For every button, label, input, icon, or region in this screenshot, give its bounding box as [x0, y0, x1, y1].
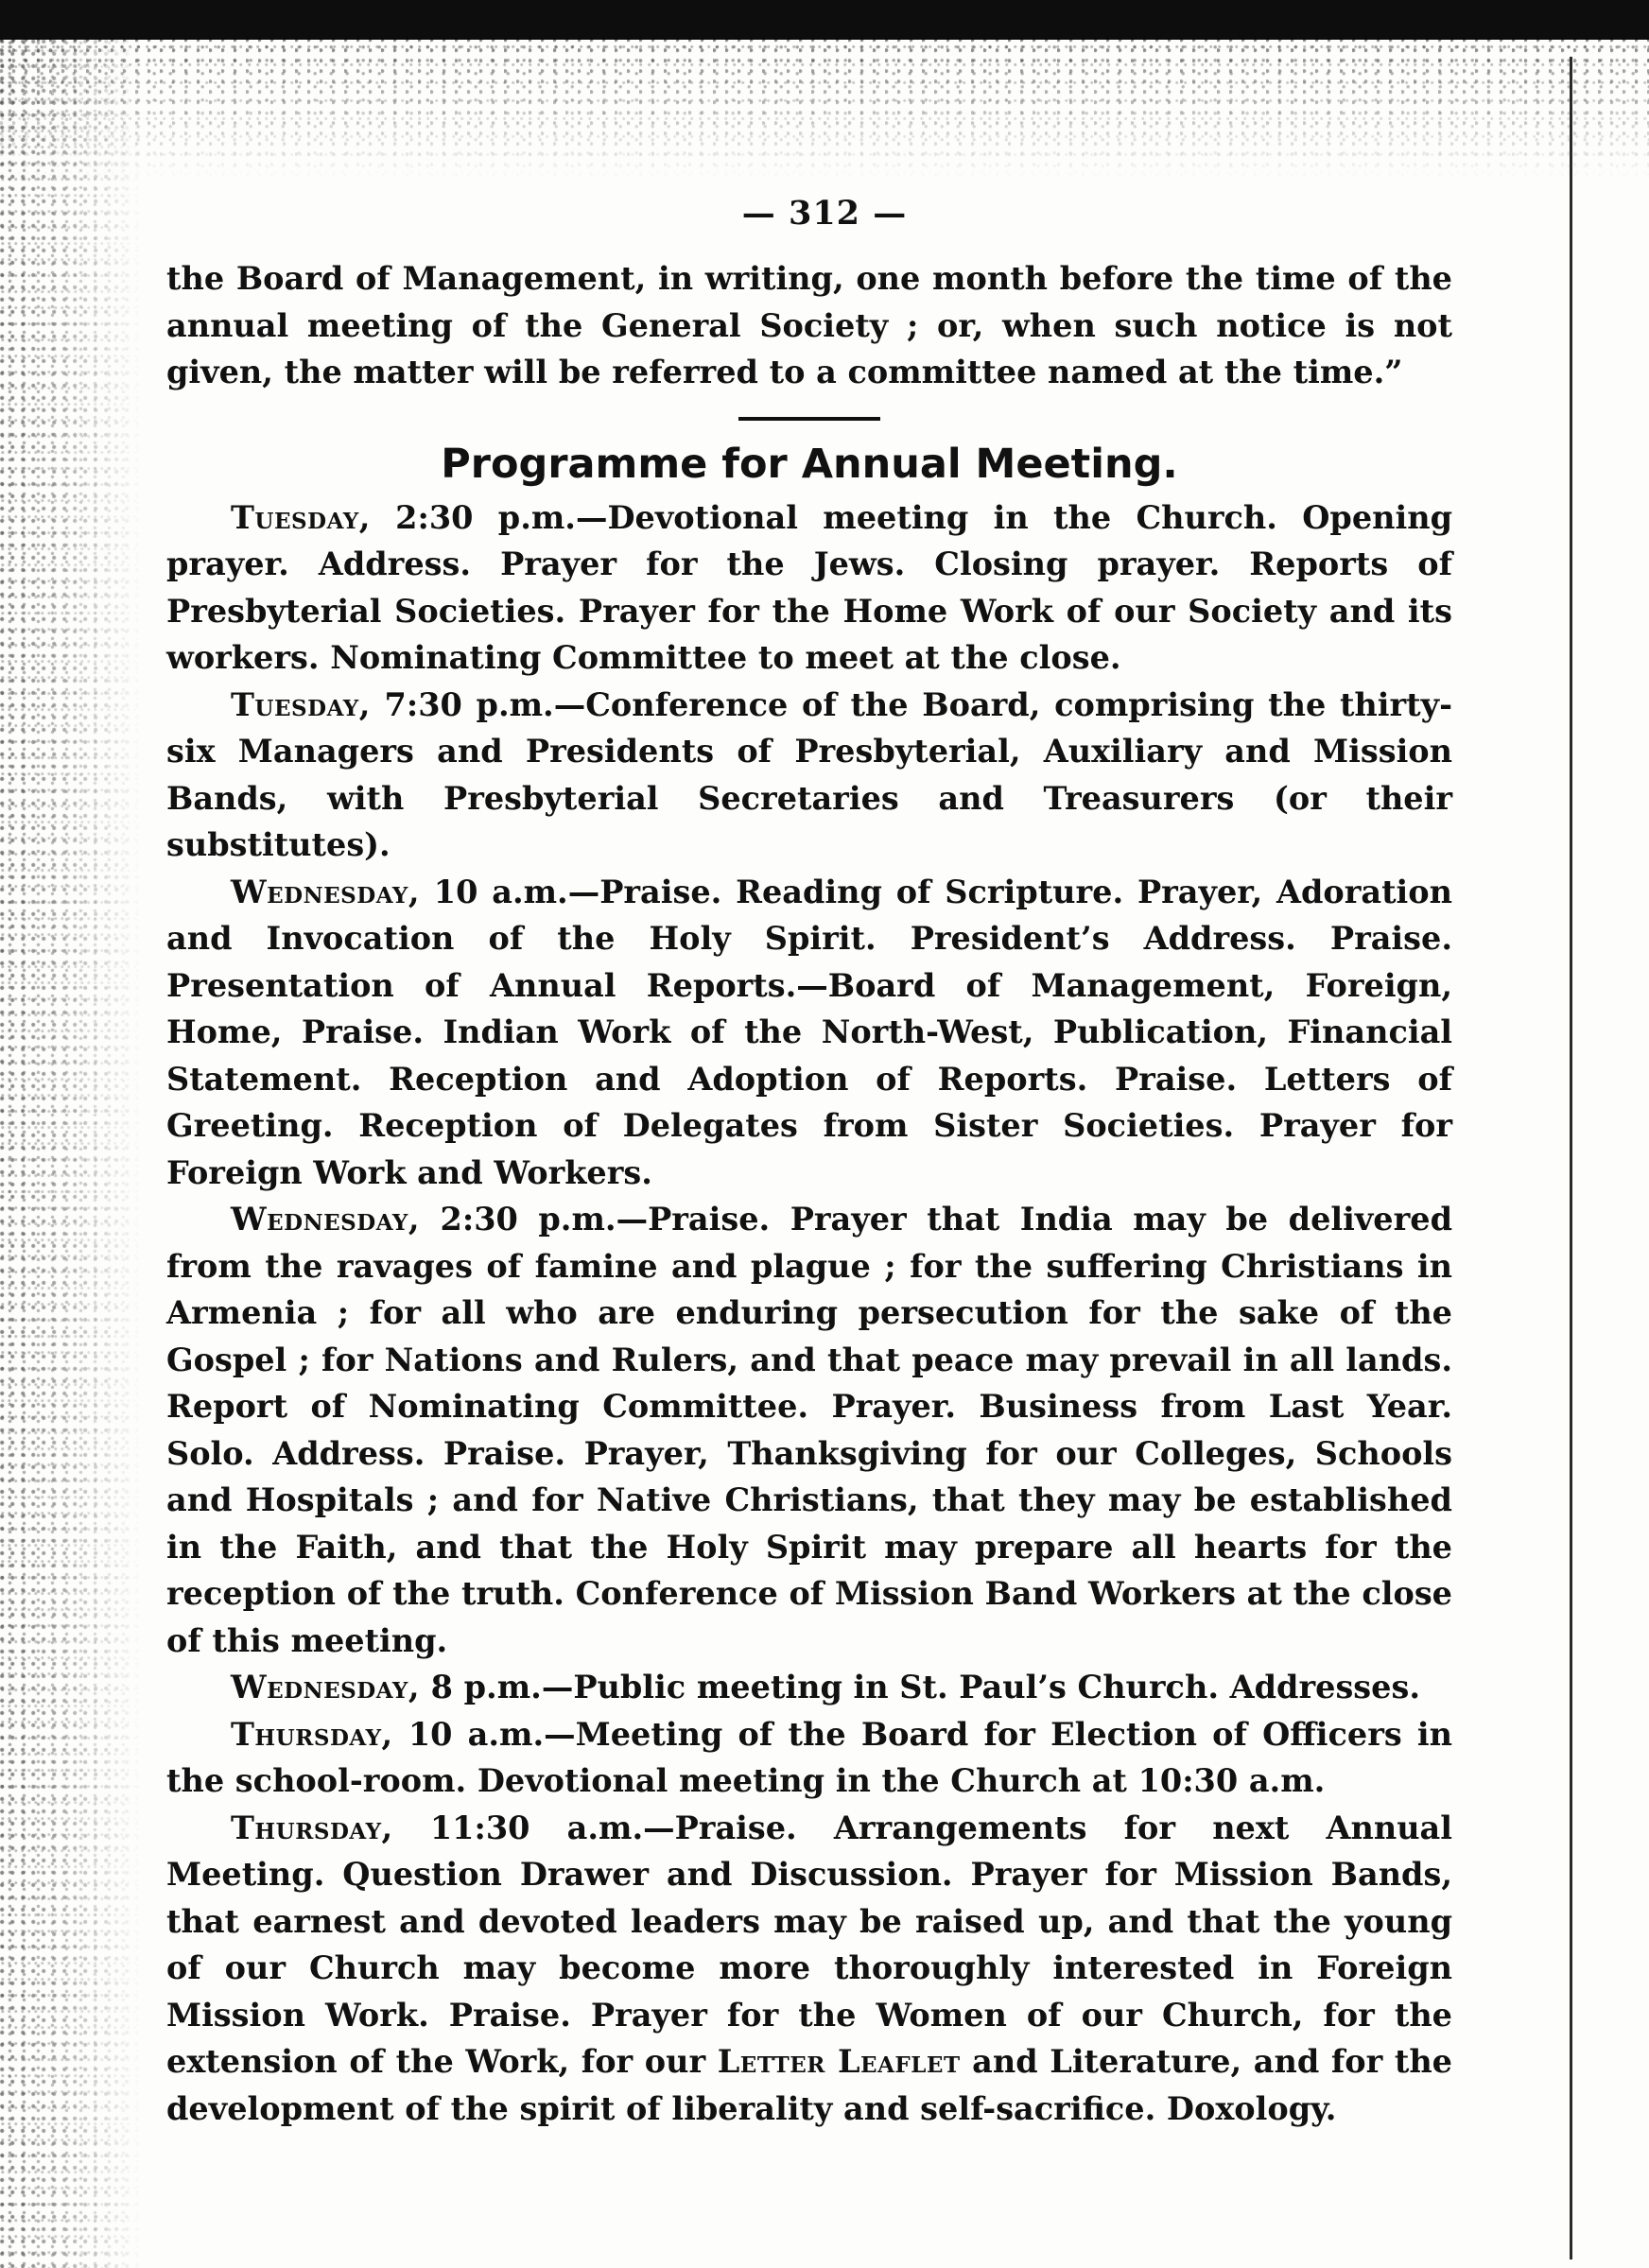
programme-entry — [166, 1805, 1452, 2133]
scan-right-edge — [1570, 57, 1572, 2259]
section-title: Programme for Annual Meeting. — [441, 440, 1178, 488]
entry-day: Wednesday, — [231, 1201, 420, 1238]
entry-day: Thursday, — [231, 1809, 393, 1846]
entry-text: 2:30 p.m.—Praise. Prayer that India may be delivered from the ravages of famine and plague ; for the suffering Christians in Armenia ; for all who are enduring persecution for the sake of the Gospel ; for Nations and Rulers, and that peace may prevail in all lands. Report of Nominating Committee. Prayer. Business from Last Year. Solo. Address. Praise. Prayer, Thanksgiving for our Colleges, Schools and Hospitals ; and for Native Christians, that they may be established in the Faith, and that the Holy Spirit may prepare all hearts for the reception of the truth. Conference of Mission Band Workers at the close of this meeting. — [166, 1201, 1452, 1659]
entry-text: 11:30 a.m.—Praise. Arrangements for next Annual Meeting. Question Drawer and Discussion. Prayer for Mission Bands, that earnest and devoted leaders may be raised up, and that the young of our Church may become more thoroughly interested in Foreign Mission Work. Praise. Prayer for the Women of our Church, for the extension of the Work, for our — [166, 1809, 1452, 2080]
programme-entry — [166, 869, 1452, 1197]
entry-day: Wednesday, — [231, 873, 420, 910]
programme-entry — [166, 682, 1452, 869]
programme-entry — [166, 494, 1452, 682]
intro-paragraph: the Board of Management, in writing, one month before the time of the annual meeting of the General Society ; or, when such notice is not given, the matter will be referred to a committee named at the time.” — [166, 260, 1452, 390]
entry-day: Tuesday, — [231, 498, 371, 536]
programme-entry — [166, 1664, 1452, 1711]
entry-text: 2:30 p.m.—Devotional meeting in the Church. Opening prayer. Address. Prayer for the Jews. Closing prayer. Reports of Presbyterial Societies. Prayer for the Home Work of our Society and its workers. Nominating Committee to meet at the close. — [166, 498, 1452, 676]
programme-entry — [166, 1711, 1452, 1805]
scan-left-noise — [0, 38, 142, 2268]
entry-text-tail: and Literature, and for the development of the spirit of liberality and self-sacrifice. Doxology. — [166, 2043, 1452, 2127]
entry-text: 10 a.m.—Meeting of the Board for Election of Officers in the school-room. Devotional meeting in the Church at 10:30 a.m. — [166, 1715, 1452, 1799]
page-number: — 312 — — [741, 194, 908, 233]
entry-text: 10 a.m.—Praise. Reading of Scripture. Prayer, Adoration and Invocation of the Holy Spirit. President’s Address. Praise. Presentation of Annual Reports.—Board of Management, Foreign, Home, Praise. Indian Work of the North-West, Publication, Financial Statement. Reception and Adoption of Reports. Praise. Letters of Greeting. Reception of Delegates from Sister Societies. Prayer for Foreign Work and Workers. — [166, 873, 1452, 1191]
entry-text: 8 p.m.—Public meeting in St. Paul’s Church. Addresses. — [420, 1669, 1420, 1705]
entry-day: Tuesday, — [231, 685, 371, 723]
section-divider — [738, 417, 880, 421]
entry-day: Wednesday, — [231, 1669, 420, 1705]
programme-entry — [166, 1196, 1452, 1664]
scan-top-border — [0, 0, 1649, 40]
scan-top-noise — [0, 38, 1649, 180]
publication-name: Letter Leaflet — [717, 2043, 961, 2080]
body-text — [166, 255, 1452, 2132]
entry-text: 7:30 p.m.—Conference of the Board, comprising the thirty-six Managers and Presidents of Presbyterial, Auxiliary and Mission Bands, with Presbyterial Secretaries and Treasurers (or their substitutes). — [166, 685, 1452, 863]
entry-day: Thursday, — [231, 1715, 393, 1753]
